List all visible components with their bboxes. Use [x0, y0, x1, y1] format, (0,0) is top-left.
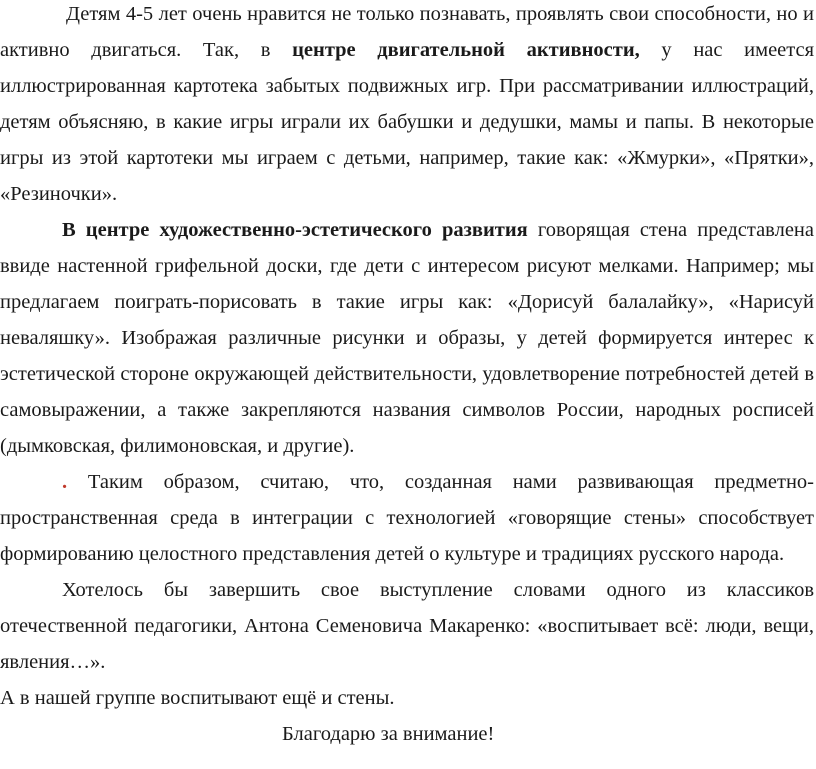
- paragraph-motor-activity-center: [0, 0, 814, 212]
- paragraph-makarenko-quote: [0, 572, 814, 680]
- paragraph-walls-educate: [0, 680, 814, 716]
- paragraph-conclusion: [0, 464, 814, 572]
- paragraph-text: Таким образом, считаю, что, созданная нами развивающая предметно-пространственная среда в интеграции с технологией «говорящие стены» способствует формированию целостного представления детей о культуре и традициях русского народа.: [0, 471, 814, 565]
- motor-activity-center-term: центре двигательной активности,: [292, 39, 640, 61]
- art-center-term: В центре художественно-эстетического развития: [62, 219, 528, 241]
- paragraph-art-center: [0, 212, 814, 464]
- thanks-line: [282, 716, 494, 752]
- paragraph-text: Детям 4-5 лет очень нравится не только познавать, проявлять свои способности, но и активно двигаться. Так, в: [0, 3, 814, 61]
- paragraph-text: говорящая стена представлена ввиде настенной грифельной доски, где дети с интересом рисуют мелками. Например; мы предлагаем поиграть-порисовать в такие игры как: «Дорисуй балалайку», «Нарисуй неваляшку». Изображая различные рисунки и образы, у детей формируется интерес к эстетической стороне окружающей действительности, удовлетворение потребностей детей в самовыражении, а также закрепляются названия символов России, народных росписей (дымковская, филимоновская, и другие).: [0, 219, 814, 457]
- paragraph-text: А в нашей группе воспитывают ещё и стены.: [0, 687, 395, 709]
- paragraph-text: Хотелось бы завершить свое выступление словами одного из классиков отечественной педагогики, Антона Семеновича Макаренко: «воспитывает всё: люди, вещи, явления…».: [0, 579, 814, 673]
- paragraph-text: Благодарю за внимание!: [282, 723, 495, 745]
- red-dot-mark: .: [62, 471, 68, 493]
- paragraph-text: у нас имеется иллюстрированная картотека забытых подвижных игр. При рассматривании иллюстраций, детям объясняю, в какие игры играли их бабушки и дедушки, мамы и папы. В некоторые игры из этой картотеки мы играем с детьми, например, такие как: «Жмурки», «Прятки», «Резиночки».: [0, 39, 815, 205]
